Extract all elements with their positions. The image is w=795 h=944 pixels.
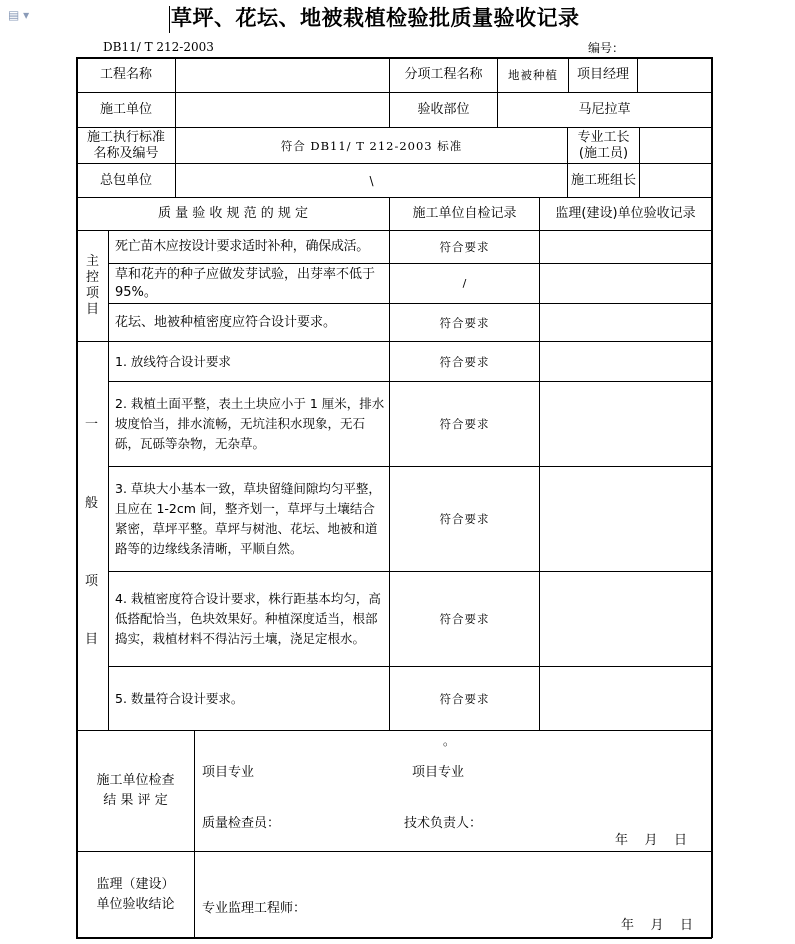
main-item-3-result: 符合要求	[439, 315, 490, 330]
project-manager-field[interactable]	[638, 58, 711, 92]
construction-eval-dot: 。	[443, 734, 456, 748]
column-header-supervision: 监理(建设)单位验收记录	[555, 206, 696, 221]
foreman-label	[568, 128, 639, 163]
foreman-label-line-1: 专业工长	[577, 129, 630, 145]
main-item-2-supervision[interactable]	[540, 264, 711, 303]
standard-label-line-1: 施工执行标准	[86, 129, 165, 145]
general-contractor-value: \	[369, 173, 374, 188]
main-item-2-result: /	[462, 276, 467, 290]
main-item-3-supervision[interactable]	[540, 304, 711, 341]
general-item-3-text: 3. 草块大小基本一致，草块留缝间隙均匀平整，且应在 1-2cm 间，整齐划一，草坪与土壤结合紧密，草坪平整。草坪与树池、花坛、地被和道路等的边缘线条清晰，平顺自然。	[115, 481, 381, 556]
project-major-label-1: 项目专业	[202, 765, 255, 780]
general-item-2-supervision[interactable]	[540, 382, 711, 466]
general-item-1-result: 符合要求	[439, 354, 490, 369]
general-item-2-result: 符合要求	[439, 417, 490, 431]
quality-inspector-label: 质量检查员：	[202, 816, 281, 831]
general-items-label-char: 般	[85, 496, 99, 511]
table-border-right	[711, 57, 713, 938]
main-item-1-supervision[interactable]	[540, 231, 711, 263]
main-item-1-result: 符合要求	[439, 240, 490, 254]
general-item-1-text: 1. 放线符合设计要求	[115, 353, 231, 369]
page-title: 草坪、花坛、地被栽植检验批质量验收记录	[171, 6, 580, 30]
main-items-label-char: 目	[85, 302, 99, 317]
standard-code: DB11/ T 212-2003	[103, 40, 214, 54]
main-item-2-text: 草和花卉的种子应做发芽试验，出芽率不低于 95%。	[115, 266, 376, 300]
tech-lead-label: 技术负责人：	[404, 816, 483, 831]
construction-eval-area[interactable]	[195, 731, 711, 851]
subproject-value: 地被种植	[508, 68, 558, 82]
supervision-eval-label-line-1: 监理（建设）	[96, 876, 175, 892]
general-items-label-char: 目	[85, 632, 99, 647]
foreman-field[interactable]	[640, 128, 711, 163]
general-contractor-label: 总包单位	[99, 172, 152, 188]
column-header-self-check: 施工单位自检记录	[412, 206, 517, 221]
supervision-eval-label-line-2: 单位验收结论	[96, 896, 175, 912]
project-name-label: 工程名称	[99, 67, 152, 82]
supervising-engineer-label: 专业监理工程师：	[202, 901, 307, 916]
foreman-label-line-2: (施工员)	[578, 145, 629, 161]
acceptance-part-value: 马尼拉草	[578, 102, 631, 117]
main-items-label-char: 控	[85, 270, 99, 285]
project-name-field[interactable]	[176, 58, 389, 92]
standard-value: 符合 DB11/ T 212-2003 标准	[280, 138, 463, 153]
project-major-label-2: 项目专业	[412, 765, 465, 780]
supervision-eval-area[interactable]	[195, 852, 711, 937]
project-manager-label: 项目经理	[576, 67, 629, 82]
standard-label-line-2: 名称及编号	[93, 145, 159, 161]
supervision-eval-date: 年 月 日	[621, 918, 694, 933]
general-items-label-char: 项	[85, 574, 99, 589]
general-item-4-result: 符合要求	[439, 612, 490, 626]
construction-eval-label-line-1: 施工单位检查	[96, 773, 175, 788]
acceptance-part-label: 验收部位	[417, 102, 470, 117]
general-item-5-supervision[interactable]	[540, 667, 711, 730]
main-items-label	[77, 231, 108, 341]
construction-unit-field[interactable]	[176, 93, 389, 127]
general-item-5-text: 5. 数量符合设计要求。	[115, 690, 244, 706]
general-items-label	[77, 342, 108, 730]
general-item-4-supervision[interactable]	[540, 572, 711, 666]
column-header-spec: 质 量 验 收 规 范 的 规 定	[157, 206, 309, 221]
team-leader-label: 施工班组长	[570, 172, 636, 188]
main-items-label-char: 主	[85, 254, 99, 269]
construction-unit-label: 施工单位	[99, 102, 152, 117]
standard-label	[77, 128, 175, 163]
document-icon: ▤ ▾	[8, 8, 30, 22]
general-item-5-result: 符合要求	[439, 691, 490, 706]
supervision-eval-label	[77, 852, 194, 937]
construction-eval-date: 年 月 日	[615, 833, 688, 848]
general-item-4-text: 4. 栽植密度符合设计要求，株行距基本均匀，高低搭配恰当，色块效果好。种植深度适当，根部捣实，栽植材料不得沾污土壤，浇足定根水。	[115, 591, 381, 646]
serial-number-label: 编号：	[588, 41, 625, 55]
main-items-label-char: 项	[85, 286, 99, 301]
general-items-label-char: 一	[85, 417, 99, 432]
main-item-3-text: 花坛、地被种植密度应符合设计要求。	[115, 314, 337, 330]
table-border-bottom	[76, 937, 712, 939]
main-item-1-text: 死亡苗木应按设计要求适时补种，确保成活。	[115, 239, 370, 254]
construction-eval-label	[77, 731, 194, 851]
general-item-3-result: 符合要求	[439, 512, 490, 526]
general-item-3-supervision[interactable]	[540, 467, 711, 571]
general-item-1-supervision[interactable]	[540, 342, 711, 381]
construction-eval-label-line-2: 结 果 评 定	[103, 793, 168, 808]
team-leader-field[interactable]	[640, 164, 711, 197]
subproject-label: 分项工程名称	[404, 67, 483, 82]
general-item-2-text: 2. 栽植土面平整，表土土块应小于 1 厘米，排水坡度恰当，排水流畅，无坑洼积水现象，无石砾，瓦砾等杂物，无杂草。	[115, 396, 385, 451]
